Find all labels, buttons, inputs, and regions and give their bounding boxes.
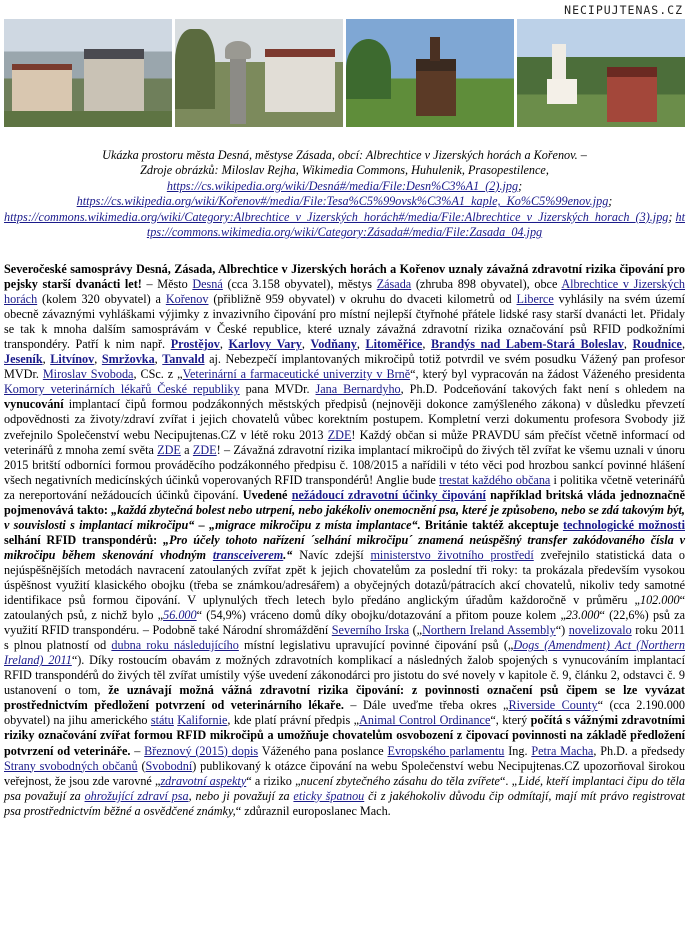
text: – [130,743,145,758]
text: zveřejnilo statistická data o nejúspěšnějších metodách navracení zatoulaných zvířat zpět k jejich chovatelům za poslední tři roky: ta prokázala především vysokou úspěšnost využití klasického obojku (třeba se známkou/adresářem) a obyčejných dotazů/pátracích akcí chovatelů, nikoliv tedy samotné identifikace psů formou čipování. V uplynulých třech letech bylo předáno anglickým úřadům každoročně v průměru „ [4,547,685,608]
text: “) [555,623,569,638]
text: Váženého pana poslance [258,743,388,758]
bold-text: že uznávají možná vážná zdravotní rizika čipování: z povinnosti označení psů čipem se lze vyvázat prostřednictvím předložení potvrzení od veterinárního lékaře. [4,683,685,713]
text: i politika včetně veterinářů za nereportování nežádoucích účinků čipování. [4,472,685,502]
link-eticky-spatnou[interactable]: eticky špatnou [293,788,365,803]
link-liberce[interactable]: Liberce [516,292,554,307]
link-zdravotni-aspekty[interactable]: zdravotní aspekty [160,773,247,788]
article-paragraph: Severočeské samosprávy Desná, Zásada, Albrechtice v Jizerských horách a Kořenov uznaly závažná zdravotní rizika čipování pro pejsky starší dvanácti let! – Město Desná (cca 3.158 obyvatel), městys Zásada (zhruba 898 obyvatel), obce Albrechtice v Jizerských horách (kolem 320 obyvatel) a Kořenov (přibližně 959 obyvatel) v okruhu do dvaceti kilometrů od Liberce vyhlásily na svém území obecně závaznými vyhláškami výjimky z invazivního čipování pro místní nejlepší čtyřnohé přátele lidské rasy starší dvanácti let. Přidaly se tak k mnoha dalším samosprávám v České republice, které uznaly závažná zdravotní rizika označování psů RFID podkožními transpondéry. Patří k nim např. Prostějov, Karlovy Vary, Vodňany, Litoměřice, Brandýs nad Labem-Stará Boleslav, Roudnice, Jeseník, Litvínov, Smržovka, Tanvald aj. Nebezpečí implantovaných mikročipů totiž potvrdil ve svém posudku Vážený pan profesor MVDr. Miroslav Svoboda, CSc. z „Veterinární a farmaceutické univerzity v Brně“, který byl vypracován na žádost Váženého presidenta Komory veterinárních lékařů České republiky pana MVDr. Jana Bernardyho, Ph.D. Podceňování takových fakt není s ohledem na vynucování implantací čipů formou podzákonných městských předpisů (nejnověji dokonce zamýšleného zákona) v důsledku převzetí odpovědnosti za životy/zdraví zvířat i jejich chovatelů vůbec korektním postupem. Kompletní verzi dokumentu profesora Svobody již zveřejnilo Společenství webu Necipujtenas.CZ v létě roku 2013 ZDE! Každý občan si může PRAVDU sám přečíst včetně informací od veterinářů z mnoha zemí světa ZDE a ZDE! – Závažná zdravotní rizika implantací mikročipů do živých těl zvířat ke všemu uznali v únoru 2015 britští odborníci formou prováděcího podzákonného předpisu č. 108/2015 a nařídili v této věci pod hrozbou sankcí povinné hlášení všech negativních medicínských účinků voperovaných RFID transpondérů! Anglie bude trestat každého občana i politika včetně veterinářů za nereportování nežádoucích účinků čipování. Uvedené nežádoucí zdravotní účinky čipování například britská vláda jednoznačně pojmenovává takto: „každá zbytečná bolest nebo utrpení, nebo jakékoliv onemocnění psa, které je způsobeno, nebo se zdá takovým být, v souvislosti s implantací mikročipu“ – „migrace mikročipu z místa implantace“. Británie taktéž akceptuje technologické možnosti selhání RFID transpondérů: „Pro účely tohoto nařízení ´selhání mikročipu´ znamená neúspěšný transfer zakódovaného čísla v mikročipu během skenování vhodným transceiverem.“ Navíc zdejší ministerstvo životního prostředí zveřejnilo statistická data o nejúspěšnějších metodách navracení zatoulaných zvířat zpět k jejich chovatelům za poslední tři roky: ta prokázala především vysokou úspěšnost využití klasického obojku (třeba se známkou/adresářem) a obyčejných dotazů/pátracích akcí chovatelů, nikoliv tedy samotné identifikace psů formou čipování. V uplynulých třech letech bylo předáno anglickým úřadům každoročně v průměru „102.000“ zatoulaných psů, z nichž bylo „56.000“ (54,9%) vráceno domů díky obojku/dotazování a přitom pouze kolem „23.000“ (22,6%) psů za využití RFID transpondéru. – Podobně také Národní shromáždění Severního Irska („Northern Ireland Assembly“) novelizovalo roku 2011 s plnou platností od dubna roku následujícího místní legislativu upravující povinné čipování psů („Dogs (Amendment) Act (Northern Ireland) 2011“). Díky rostoucím obavám z možných zdravotních komplikací a následných žalob spojených s vynucováním implantací RFID transpondérů do živých těl zvířat umístily výše uvedení zákonodárci pro jistotu do své novely v kapitole č. 9, článku 2, odstavci č. 9 ustanovení o tom, že uznávají možná vážná zdravotní rizika čipování: z povinnosti označení psů čipem se lze vyvázat prostřednictvím předložení potvrzení od veterinárního lékaře. – Dále uveďme třeba okres „Riverside County“ (cca 2.190.000 obyvatel) na jihu amerického státu Kalifornie, kde platí právní předpis „Animal Control Ordinance“, který počítá s vážnými zdravotními riziky označování zvířat formou RFID mikročipů a umožňuje chovatelům osvobození z čipovací povinnosti na základě předložení potvrzení od veterináře. – Březnový (2015) dopis Váženého pana poslance Evropského parlamentu Ing. Petra Macha, Ph.D. a předsedy Strany svobodných občanů (Svobodní) publikovaný k otázce čipování na webu Společenství webu Necipujtenas.CZ upozorňoval širokou veřejnost, že jsou zde varovné „zdravotní aspekty“ a riziko „nucení zbytečného zásahu do těla zvířete“. „Lidé, kteří implantaci čipu do těla psa považují za ohrožující zdraví psa, nebo ji považují za eticky špatnou či z jakéhokoliv důvodu čip odmítají, mají mít právo registrovat psa prostřednictvím běžné a osvědčené známky,“ zdůraznil europoslanec Mach. [4,262,686,818]
text: (přibližně 959 obyvatel) v okruhu do dvaceti kilometrů od [208,292,517,307]
caption-line-2: Zdroje obrázků: Miloslav Rejha, Wikimedia Commons, Huhulenik, Prasopestilence, [140,163,549,178]
text: ( [137,758,146,773]
link-dogs-act[interactable]: Dogs (Amendment) Act (Northern Ireland) 2011 [4,638,686,668]
link-europarlament[interactable]: Evropského parlamentu [387,743,505,758]
photo-banner [4,19,685,127]
text: “ zdůraznil europoslanec Mach. [235,803,391,818]
link-ministerstvo[interactable]: ministerstvo životního prostředí [370,547,534,562]
link-transceiverem[interactable]: transceiverem [212,547,284,562]
korenov-church-photo [517,19,685,127]
link-kalifornie[interactable]: Kalifornie [177,713,228,728]
link-novelizovalo[interactable]: novelizovalo [568,623,632,638]
text: ) publikovaný k otázce čipování na webu Společenství webu Necipujtenas.CZ upozorňoval širokou veřejnost, že jsou zde varovné „ [4,758,685,788]
text: („ [409,623,423,638]
bold-text: Uvedené [242,487,292,502]
link-zde-1[interactable]: ZDE [327,427,352,442]
bold-text: například britská vláda jednoznačně pojmenovává takto: [4,487,685,517]
link-town-smrzovka[interactable]: Smržovka [101,352,155,367]
link-statu[interactable]: státu [150,713,174,728]
image-caption: Ukázka prostoru města Desná, městyse Zásada, obcí: Albrechtice v Jizerských horách a Kořenov. – Zdroje obrázků: Miloslav Rejha, Wikimedia Commons, Huhulenik, Prasopestilence, https://cs.wikipedia.org/wiki/Desná#/media/File:Desn%C3%A1_(2).jpg; https://cs.wikipedia.org/wiki/Kořenov#/media/File:Tesa%C5%99ovsk%C3%A1_kaple,_Ko%C5%99enov.jpg; https://commons.wikimedia.org/wiki/Category:Albrechtice_v_Jizerských_horách#/media/File:Albrechtice_v_Jizerských_horach_(3).jpg; https://commons.wikimedia.org/wiki/Category:Zásada#/media/File:Zasada_04.jpg [4,148,685,240]
text: (cca 3.158 obyvatel), městys [222,277,377,292]
text: roku 2011 s plnou platností od [4,623,686,653]
italic-number: 23.000 [565,608,600,623]
link-town-litomerice[interactable]: Litoměřice [365,337,423,352]
link-northern-ireland-assembly[interactable]: Northern Ireland Assembly [422,623,556,638]
link-zasada[interactable]: Zásada [376,277,412,292]
text: (zhruba 898 obyvatel), obce [411,277,562,292]
article-body [4,262,685,819]
text: “ (22,6%) psů za využití RFID transpondéru. – Podobně také Národní shromáždění [4,608,686,638]
bold-text: počítá s vážnými zdravotními riziky označování zvířat formou RFID mikročipů a umožňuje chovatelům osvobození z čipovací povinnosti na základě předložení potvrzení od veterináře. [4,713,685,758]
text: “, který byl vypracován na žádost Váženého presidenta [410,367,685,382]
link-dubna[interactable]: dubna roku následujícího [111,638,239,653]
text: – Město [141,277,193,292]
text: , kde platí právní předpis „ [227,713,360,728]
article-lead: Severočeské samosprávy Desná, Zásada, Albrechtice v Jizerských horách a Kořenov uznaly závažná zdravotní rizika čipování pro pejsky starší dvanácti let! [4,262,685,292]
link-town-karlovy-vary[interactable]: Karlovy Vary [228,337,302,352]
link-severniho-irska[interactable]: Severního Irska [331,623,410,638]
link-56000[interactable]: 56.000 [163,608,197,623]
text: “ (54,9%) vráceno domů díky obojku/dotazování a přitom pouze kolem „ [196,608,566,623]
link-zde-2[interactable]: ZDE [157,442,181,457]
link-vfu-brno[interactable]: Veterinární a farmaceutické univerzity v Brně [182,367,411,382]
link-town-brandys[interactable]: Brandýs nad Labem-Stará Boleslav [430,337,624,352]
text: – Dále uveďme třeba okres „ [343,698,509,713]
italic-text: nucení zbytečného zásahu do těla zvířete [300,773,500,788]
albrechtice-chapel-photo [346,19,514,127]
text: ! – Závažná zdravotní rizika implantací mikročipů do živých těl zvířat ke všemu uznali v únoru 2015 britští odborníci formou prováděcího podzákonného předpisu č. 108/2015 a nařídili v této věci pod hrozbou sankcí povinné hlášení všech negativních medicínských účinků voperovaných RFID transpondérů! Anglie bude [4,442,685,487]
link-riverside[interactable]: Riverside County [508,698,598,713]
text: Navíc zdejší [292,547,371,562]
link-technologicke-moznosti[interactable]: technologické možnosti [562,517,685,532]
link-ohrozujici-zdravi[interactable]: ohrožující zdraví psa [84,788,189,803]
text: pana MVDr. [239,382,316,397]
link-zde-3[interactable]: ZDE [192,442,217,457]
caption-line-1: Ukázka prostoru města Desná, městyse Zásada, obcí: Albrechtice v Jizerských horách a Kořenov. – [102,148,587,162]
link-svoboda[interactable]: Miroslav Svoboda [42,367,134,382]
link-desna[interactable]: Desná [192,277,223,292]
text: , Ph.D. Podceňování takových fakt není s ohledem na [400,382,685,397]
text: , Ph.D. a předsedy [593,743,686,758]
text: “). Díky rostoucím obavám z možných zdravotních komplikací a následných žalob spojených s vynucováním implantací RFID transpondérů do živých těl zvířat umístily výše uvedení zákonodárci pro jistotu do své novely v kapitole č. 9, článku 2, odstavci č. 9 ustanovení o tom, [4,653,685,698]
link-nezadouci-ucinky[interactable]: nežádoucí zdravotní účinky čipování [291,487,486,502]
link-trestat[interactable]: trestat každého občana [439,472,551,487]
link-svobodnych[interactable]: Strany svobodných občanů [4,758,138,773]
link-albrechtice[interactable]: Albrechtice v Jizerských horách [4,277,686,307]
link-bernardy[interactable]: Jana Bernardyho [315,382,401,397]
text: (kolem 320 obyvatel) a [37,292,166,307]
link-animal-control[interactable]: Animal Control Ordinance [359,713,491,728]
link-town-roudnice[interactable]: Roudnice [632,337,682,352]
link-komora[interactable]: Komory veterinárních lékařů České republiky [4,382,240,397]
quote-mach: , nebo ji považují za [188,788,294,803]
bold-text: Británie taktéž akceptuje [420,517,563,532]
text: “. [499,773,512,788]
text: Ing. [504,743,532,758]
link-svobodni[interactable]: Svobodní [145,758,193,773]
text: “, který [490,713,531,728]
link-town-prostejov[interactable]: Prostějov [170,337,220,352]
text: místní legislativu upravující povinné čipování psů („ [238,638,514,653]
site-name: NECIPUJTENAS.CZ [564,3,683,17]
text: implantací čipů formou podzákonných městských předpisů (nejnověji dokonce zamýšleného zákona) v důsledku převzetí odpovědnosti za životy/zdraví zvířat i jejich chovatelů vůbec korektním postupem. Kompletní verzi dokumentu profesora Svobody již zveřejnilo Společenství webu Necipujtenas.CZ v létě roku 2013 [4,397,685,442]
italic-number: 102.000 [639,593,680,608]
text: “ a riziko „ [246,773,301,788]
caption-source-link-3[interactable]: https://commons.wikimedia.org/wiki/Category:Albrechtice_v_Jizerských_horách#/media/File:Albrechtice_v_Jizerských_horach_(3).jpg [4,209,669,224]
desna-building-photo [4,19,172,127]
link-macha[interactable]: Petra Macha [531,743,594,758]
text: aj. Nebezpečí implantovaných mikročipů totiž potvrdil ve svém posudku Vážený pan profesor MVDr. [4,352,686,382]
link-breznovy-dopis[interactable]: Březnový (2015) dopis [144,743,259,758]
text: , CSc. z „ [133,367,183,382]
quote-mach: „Lidé, kteří implantaci čipu do těla psa považují za [4,773,686,803]
text: ! Každý občan si může PRAVDU sám přečíst včetně informací od veterinářů z mnoha zemí světa [4,427,685,457]
text: a [180,442,193,457]
caption-source-link-4[interactable]: https://commons.wikimedia.org/wiki/Category:Zásada#/media/File:Zasada_04.jpg [146,209,685,240]
caption-source-link-2[interactable]: https://cs.wikipedia.org/wiki/Kořenov#/media/File:Tesa%C5%99ovsk%C3%A1_kaple,_Ko%C5%99enov.jpg [76,194,609,209]
text: “ zatoulaných psů, z nichž bylo „ [4,593,685,623]
link-town-vodnany[interactable]: Vodňany [310,337,357,352]
quote-mach: či z jakéhokoliv důvodu čip odmítají, mají mít právo registrovat psa prostřednictvím běžné a osvědčené známky, [4,788,685,818]
text: vyhlásily na svém území obecně závaznými vyhláškami výjimky z invazivního čipování pro místní nejlepší čtyřnohé přátele lidské rasy starší dvanácti let. Přidaly se tak k mnoha dalším samosprávám v České republice, které uznaly závažná zdravotní rizika označování psů RFID podkožními transpondéry. Patří k nim např. [4,292,685,352]
quote-end: .“ [283,547,293,562]
bold-text: vynucování [4,397,64,412]
text: “ (cca 2.190.000 obyvatel) na jihu amerického [4,698,685,728]
link-town-tanvald[interactable]: Tanvald [162,352,205,367]
link-korenov[interactable]: Kořenov [165,292,209,307]
zasada-statue-photo [175,19,343,127]
quote-failure: „Pro účely tohoto nařízení ´selhání mikročipu´ znamená neúspěšný transfer zakódovaného čísla v mikročipu během skenování vhodným [4,532,685,562]
link-town-litvinov[interactable]: Litvínov [50,352,95,367]
link-town-jesenik[interactable]: Jeseník [4,352,43,367]
bold-text: selhání RFID transpondérů: [4,532,164,547]
caption-source-link-1[interactable]: https://cs.wikipedia.org/wiki/Desná#/media/File:Desn%C3%A1_(2).jpg [166,178,519,193]
quote-uk: „každá zbytečná bolest nebo utrpení, nebo jakékoliv onemocnění psa, které je způsobeno, nebo se zdá takovým být, v souvislosti s implantací mikročipu“ – „migrace mikročipu z místa implantace“. [4,502,685,532]
